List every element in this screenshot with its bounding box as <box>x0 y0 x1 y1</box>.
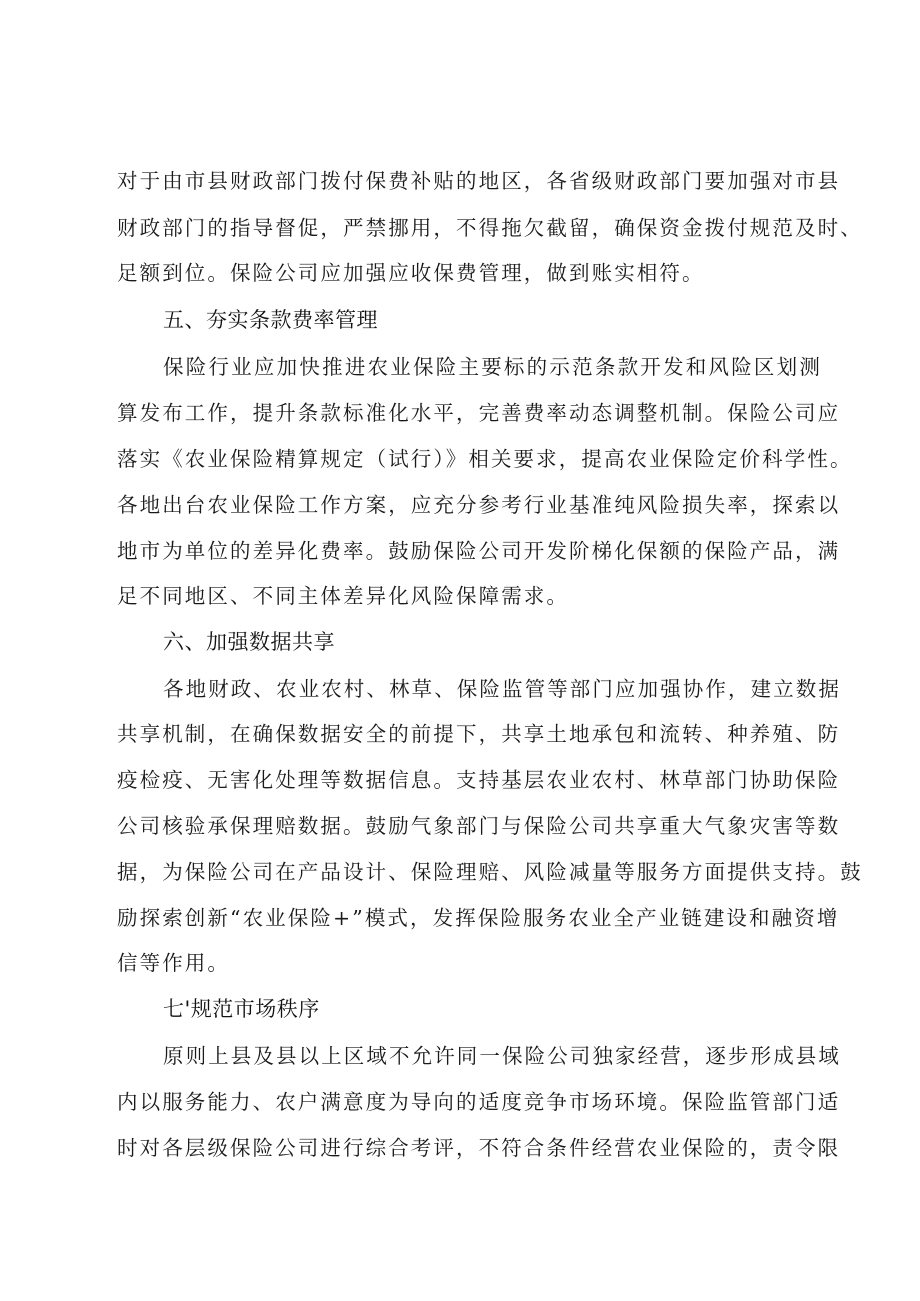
section-7-line-3: 时对各层级保险公司进行综合考评，不符合条件经营农业保险的，责令限 <box>117 1136 841 1160</box>
section-7-line-1: 原则上县及县以上区域不允许同一保险公司独家经营，逐步形成县域 <box>163 1044 841 1068</box>
section-7-line-2: 内以服务能力、农户满意度为导向的适度竞争市场环境。保险监管部门适 <box>117 1090 841 1114</box>
section-6-line-6: 励探索创新“农业保险+”模式，发挥保险服务农业全产业链建设和融资增 <box>117 906 840 930</box>
section-6-line-1: 各地财政、农业农村、林草、保险监管等部门应加强协作，建立数据 <box>163 677 841 701</box>
section-5-line-5: 地市为单位的差异化费率。鼓励保险公司开发阶梯化保额的保险产品，满 <box>117 539 841 563</box>
section-6-line-3: 疫检疫、无害化处理等数据信息。支持基层农业农村、林草部门协助保险 <box>117 768 841 792</box>
section-6-line-4: 公司核验承保理赔数据。鼓励气象部门与保险公司共享重大气象灾害等数 <box>117 814 841 838</box>
section-5-heading: 五、夯实条款费率管理 <box>163 308 378 332</box>
section-6-line-2: 共享机制，在确保数据安全的前提下，共享土地承包和流转、种养殖、防 <box>117 722 841 746</box>
section-5-line-6: 足不同地区、不同主体差异化风险保障需求。 <box>117 584 569 608</box>
section-6-line-5: 据，为保险公司在产品设计、保险理赔、风险减量等服务方面提供支持。鼓 <box>117 860 863 884</box>
section-6-heading: 六、加强数据共享 <box>163 630 335 654</box>
section-5-line-3: 落实《农业保险精算规定（试行）》相关要求，提高农业保险定价科学性。 <box>117 447 853 471</box>
section-5-line-4: 各地出台农业保险工作方案，应充分参考行业基准纯风险损失率，探索以 <box>117 493 841 517</box>
paragraph-intro-line-2: 财政部门的指导督促，严禁挪用，不得拖欠截留，确保资金拨付规范及时、 <box>117 216 863 240</box>
section-5-line-1: 保险行业应加快推进农业保险主要标的示范条款开发和风险区划测 <box>163 355 822 379</box>
section-6-line-7: 信等作用。 <box>117 951 230 975</box>
paragraph-intro-line-1: 对于由市县财政部门拨付保费补贴的地区，各省级财政部门要加强对市县 <box>117 169 841 193</box>
section-5-line-2: 算发布工作，提升条款标准化水平，完善费率动态调整机制。保险公司应 <box>117 401 841 425</box>
section-7-heading: 七'规范市场秩序 <box>163 997 320 1021</box>
paragraph-intro-line-3: 足额到位。保险公司应加强应收保费管理，做到账实相符。 <box>117 261 705 285</box>
